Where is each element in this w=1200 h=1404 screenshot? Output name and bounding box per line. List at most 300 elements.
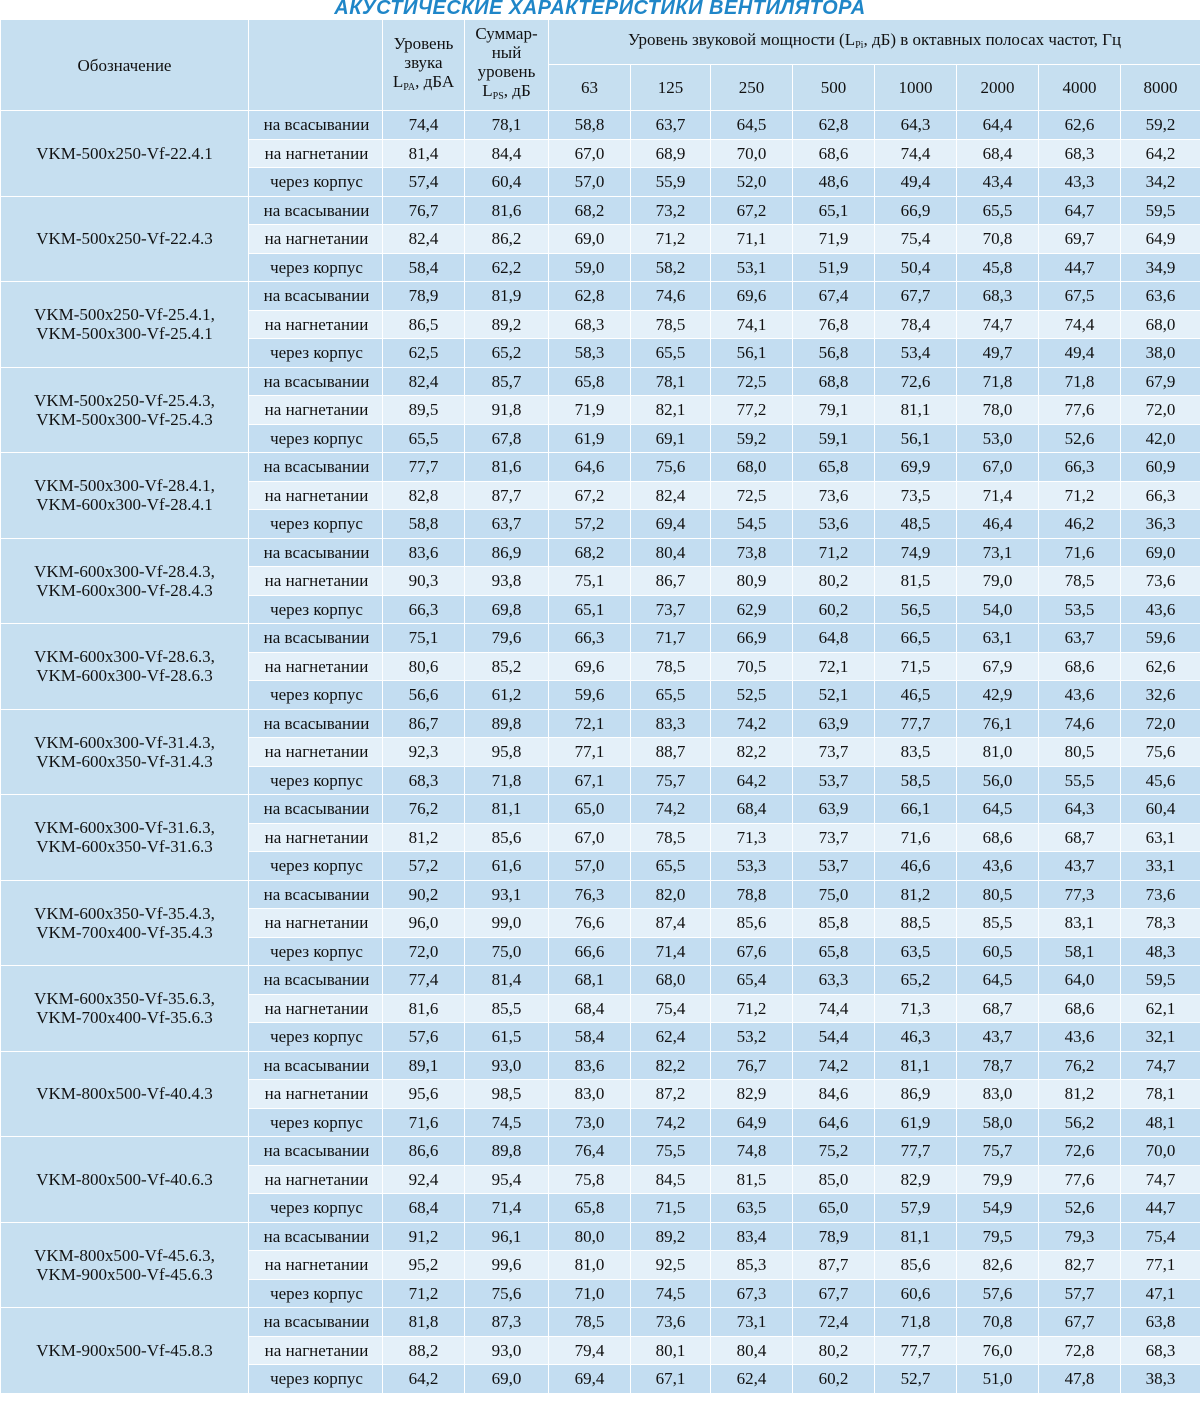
value-cell: 76,6 <box>549 909 631 938</box>
value-cell: 86,9 <box>875 1080 957 1109</box>
value-cell: 64,3 <box>1039 795 1121 824</box>
value-cell: 64,4 <box>957 111 1039 140</box>
value-cell: 68,4 <box>711 795 793 824</box>
value-cell: 63,5 <box>711 1194 793 1223</box>
value-cell: 71,7 <box>631 624 711 653</box>
value-cell: 63,9 <box>793 795 875 824</box>
designation-cell: VKM-500x250-Vf-25.4.1, VKM-500x300-Vf-25.4.1 <box>1 282 249 368</box>
value-cell: 67,8 <box>465 424 549 453</box>
value-cell: 64,6 <box>793 1108 875 1137</box>
value-cell: 80,5 <box>1039 738 1121 767</box>
value-cell: 81,1 <box>875 1222 957 1251</box>
value-cell: 95,2 <box>383 1251 465 1280</box>
value-cell: 75,0 <box>465 937 549 966</box>
value-cell: 79,1 <box>793 396 875 425</box>
value-cell: 79,3 <box>1039 1222 1121 1251</box>
value-cell: 58,3 <box>549 339 631 368</box>
value-cell: 86,9 <box>465 538 549 567</box>
value-cell: 43,6 <box>1039 681 1121 710</box>
value-cell: 99,6 <box>465 1251 549 1280</box>
designation-cell: VKM-600x300-Vf-28.6.3, VKM-600x300-Vf-28.6.3 <box>1 624 249 710</box>
mode-cell: на нагнетании <box>249 567 383 596</box>
value-cell: 74,8 <box>711 1137 793 1166</box>
value-cell: 68,2 <box>549 196 631 225</box>
value-cell: 77,6 <box>1039 396 1121 425</box>
value-cell: 84,6 <box>793 1080 875 1109</box>
value-cell: 61,5 <box>465 1023 549 1052</box>
value-cell: 57,4 <box>383 168 465 197</box>
value-cell: 71,5 <box>875 652 957 681</box>
value-cell: 58,8 <box>383 510 465 539</box>
value-cell: 68,6 <box>1039 994 1121 1023</box>
value-cell: 71,2 <box>1039 481 1121 510</box>
value-cell: 82,8 <box>383 481 465 510</box>
value-cell: 64,2 <box>1121 139 1200 168</box>
value-cell: 71,9 <box>793 225 875 254</box>
value-cell: 58,8 <box>549 111 631 140</box>
value-cell: 80,2 <box>793 1336 875 1365</box>
value-cell: 73,6 <box>631 1308 711 1337</box>
value-cell: 69,0 <box>1121 538 1200 567</box>
value-cell: 73,5 <box>875 481 957 510</box>
value-cell: 78,1 <box>631 367 711 396</box>
value-cell: 74,6 <box>1039 709 1121 738</box>
value-cell: 78,8 <box>711 880 793 909</box>
value-cell: 66,9 <box>711 624 793 653</box>
value-cell: 68,1 <box>549 966 631 995</box>
value-cell: 69,4 <box>549 1365 631 1394</box>
value-cell: 73,6 <box>1121 880 1200 909</box>
table-row <box>1 1051 1200 1080</box>
value-cell: 69,0 <box>465 1365 549 1394</box>
value-cell: 81,2 <box>383 823 465 852</box>
value-cell: 71,8 <box>875 1308 957 1337</box>
mode-cell: на нагнетании <box>249 652 383 681</box>
mode-cell: через корпус <box>249 510 383 539</box>
value-cell: 54,9 <box>957 1194 1039 1223</box>
value-cell: 63,1 <box>957 624 1039 653</box>
value-cell: 95,8 <box>465 738 549 767</box>
mode-cell: через корпус <box>249 1194 383 1223</box>
value-cell: 81,6 <box>465 196 549 225</box>
value-cell: 68,3 <box>383 766 465 795</box>
table-row <box>1 453 1200 482</box>
value-cell: 52,5 <box>711 681 793 710</box>
value-cell: 86,5 <box>383 310 465 339</box>
value-cell: 78,9 <box>793 1222 875 1251</box>
value-cell: 48,1 <box>1121 1108 1200 1137</box>
value-cell: 59,2 <box>711 424 793 453</box>
mode-cell: на всасывании <box>249 367 383 396</box>
value-cell: 62,9 <box>711 595 793 624</box>
mode-cell: через корпус <box>249 937 383 966</box>
value-cell: 79,5 <box>957 1222 1039 1251</box>
value-cell: 66,6 <box>549 937 631 966</box>
value-cell: 85,7 <box>465 367 549 396</box>
value-cell: 64,9 <box>711 1108 793 1137</box>
value-cell: 67,0 <box>957 453 1039 482</box>
value-cell: 95,6 <box>383 1080 465 1109</box>
value-cell: 63,5 <box>875 937 957 966</box>
value-cell: 58,1 <box>1039 937 1121 966</box>
value-cell: 75,7 <box>957 1137 1039 1166</box>
value-cell: 46,6 <box>875 852 957 881</box>
mode-cell: на нагнетании <box>249 1251 383 1280</box>
value-cell: 57,6 <box>957 1279 1039 1308</box>
value-cell: 71,8 <box>1039 367 1121 396</box>
value-cell: 73,8 <box>711 538 793 567</box>
value-cell: 89,2 <box>631 1222 711 1251</box>
value-cell: 81,5 <box>711 1165 793 1194</box>
value-cell: 48,5 <box>875 510 957 539</box>
value-cell: 65,8 <box>793 937 875 966</box>
value-cell: 73,1 <box>957 538 1039 567</box>
value-cell: 66,3 <box>549 624 631 653</box>
value-cell: 56,6 <box>383 681 465 710</box>
value-cell: 75,6 <box>1121 738 1200 767</box>
value-cell: 64,7 <box>1039 196 1121 225</box>
value-cell: 75,6 <box>465 1279 549 1308</box>
value-cell: 60,2 <box>793 595 875 624</box>
value-cell: 57,7 <box>1039 1279 1121 1308</box>
value-cell: 55,5 <box>1039 766 1121 795</box>
value-cell: 51,0 <box>957 1365 1039 1394</box>
value-cell: 59,6 <box>1121 624 1200 653</box>
mode-cell: через корпус <box>249 1279 383 1308</box>
table-row <box>1 880 1200 909</box>
value-cell: 85,6 <box>711 909 793 938</box>
value-cell: 64,5 <box>957 966 1039 995</box>
value-cell: 81,4 <box>465 966 549 995</box>
value-cell: 62,6 <box>1121 652 1200 681</box>
freq-header: 63 <box>549 65 631 111</box>
value-cell: 76,4 <box>549 1137 631 1166</box>
value-cell: 71,2 <box>711 994 793 1023</box>
octave-header: Уровень звуковой мощности ($L_{Pi}$, дБ) в октавных полосах частот, Гц <box>549 20 1200 65</box>
value-cell: 61,9 <box>875 1108 957 1137</box>
value-cell: 74,7 <box>1121 1165 1200 1194</box>
value-cell: 33,1 <box>1121 852 1200 881</box>
value-cell: 74,4 <box>875 139 957 168</box>
value-cell: 52,0 <box>711 168 793 197</box>
value-cell: 61,9 <box>549 424 631 453</box>
value-cell: 57,0 <box>549 168 631 197</box>
value-cell: 62,4 <box>631 1023 711 1052</box>
value-cell: 66,3 <box>1121 481 1200 510</box>
value-cell: 53,5 <box>1039 595 1121 624</box>
value-cell: 81,1 <box>875 1051 957 1080</box>
value-cell: 85,6 <box>875 1251 957 1280</box>
value-cell: 74,1 <box>711 310 793 339</box>
value-cell: 64,2 <box>711 766 793 795</box>
value-cell: 82,2 <box>711 738 793 767</box>
mode-cell: на всасывании <box>249 1051 383 1080</box>
value-cell: 68,7 <box>1039 823 1121 852</box>
mode-cell: на нагнетании <box>249 994 383 1023</box>
value-cell: 81,0 <box>549 1251 631 1280</box>
designation-cell: VKM-800x500-Vf-40.6.3 <box>1 1137 249 1223</box>
value-cell: 93,8 <box>465 567 549 596</box>
value-cell: 92,5 <box>631 1251 711 1280</box>
value-cell: 50,4 <box>875 253 957 282</box>
value-cell: 66,9 <box>875 196 957 225</box>
value-cell: 72,5 <box>711 481 793 510</box>
value-cell: 63,7 <box>465 510 549 539</box>
value-cell: 73,6 <box>793 481 875 510</box>
value-cell: 76,3 <box>549 880 631 909</box>
value-cell: 93,1 <box>465 880 549 909</box>
table-row <box>1 709 1200 738</box>
value-cell: 59,5 <box>1121 196 1200 225</box>
value-cell: 67,3 <box>711 1279 793 1308</box>
value-cell: 53,7 <box>793 766 875 795</box>
mode-cell: через корпус <box>249 766 383 795</box>
value-cell: 42,0 <box>1121 424 1200 453</box>
value-cell: 68,0 <box>1121 310 1200 339</box>
value-cell: 68,2 <box>549 538 631 567</box>
value-cell: 68,6 <box>957 823 1039 852</box>
value-cell: 79,0 <box>957 567 1039 596</box>
mode-cell: через корпус <box>249 1023 383 1052</box>
value-cell: 53,1 <box>711 253 793 282</box>
value-cell: 67,6 <box>711 937 793 966</box>
value-cell: 65,0 <box>549 795 631 824</box>
value-cell: 76,8 <box>793 310 875 339</box>
value-cell: 63,7 <box>1039 624 1121 653</box>
value-cell: 73,2 <box>631 196 711 225</box>
value-cell: 77,3 <box>1039 880 1121 909</box>
value-cell: 68,6 <box>793 139 875 168</box>
mode-cell: на всасывании <box>249 966 383 995</box>
value-cell: 69,6 <box>711 282 793 311</box>
value-cell: 46,5 <box>875 681 957 710</box>
value-cell: 77,6 <box>1039 1165 1121 1194</box>
value-cell: 58,4 <box>383 253 465 282</box>
value-cell: 63,3 <box>793 966 875 995</box>
value-cell: 65,1 <box>549 595 631 624</box>
value-cell: 64,9 <box>1121 225 1200 254</box>
value-cell: 71,3 <box>711 823 793 852</box>
value-cell: 68,3 <box>1121 1336 1200 1365</box>
mode-cell: через корпус <box>249 424 383 453</box>
value-cell: 56,5 <box>875 595 957 624</box>
value-cell: 86,7 <box>631 567 711 596</box>
value-cell: 53,7 <box>793 852 875 881</box>
value-cell: 82,2 <box>631 1051 711 1080</box>
value-cell: 71,4 <box>957 481 1039 510</box>
mode-cell: на нагнетании <box>249 738 383 767</box>
value-cell: 47,1 <box>1121 1279 1200 1308</box>
value-cell: 89,5 <box>383 396 465 425</box>
value-cell: 77,2 <box>711 396 793 425</box>
value-cell: 65,5 <box>957 196 1039 225</box>
mode-cell: через корпус <box>249 852 383 881</box>
value-cell: 85,0 <box>793 1165 875 1194</box>
value-cell: 49,7 <box>957 339 1039 368</box>
value-cell: 68,6 <box>1039 652 1121 681</box>
value-cell: 72,4 <box>793 1308 875 1337</box>
value-cell: 60,4 <box>465 168 549 197</box>
value-cell: 65,2 <box>465 339 549 368</box>
value-cell: 71,2 <box>793 538 875 567</box>
mode-cell: на всасывании <box>249 880 383 909</box>
value-cell: 74,2 <box>793 1051 875 1080</box>
value-cell: 32,6 <box>1121 681 1200 710</box>
mode-cell: на всасывании <box>249 624 383 653</box>
mode-cell: на всасывании <box>249 538 383 567</box>
value-cell: 79,6 <box>465 624 549 653</box>
designation-cell: VKM-500x300-Vf-28.4.1, VKM-600x300-Vf-28.4.1 <box>1 453 249 539</box>
value-cell: 80,4 <box>631 538 711 567</box>
mode-cell: на нагнетании <box>249 310 383 339</box>
value-cell: 43,7 <box>957 1023 1039 1052</box>
value-cell: 65,0 <box>793 1194 875 1223</box>
value-cell: 64,8 <box>793 624 875 653</box>
value-cell: 78,3 <box>1121 909 1200 938</box>
table-row <box>1 966 1200 995</box>
value-cell: 76,2 <box>1039 1051 1121 1080</box>
value-cell: 80,1 <box>631 1336 711 1365</box>
value-cell: 54,4 <box>793 1023 875 1052</box>
mode-cell: на нагнетании <box>249 139 383 168</box>
mode-cell: на нагнетании <box>249 481 383 510</box>
designation-cell: VKM-900x500-Vf-45.8.3 <box>1 1308 249 1394</box>
mode-cell: на нагнетании <box>249 225 383 254</box>
value-cell: 83,0 <box>957 1080 1039 1109</box>
value-cell: 89,8 <box>465 1137 549 1166</box>
value-cell: 69,9 <box>875 453 957 482</box>
value-cell: 68,4 <box>383 1194 465 1223</box>
value-cell: 43,3 <box>1039 168 1121 197</box>
value-cell: 66,3 <box>383 595 465 624</box>
value-cell: 70,0 <box>1121 1137 1200 1166</box>
value-cell: 83,4 <box>711 1222 793 1251</box>
value-cell: 86,6 <box>383 1137 465 1166</box>
value-cell: 71,6 <box>875 823 957 852</box>
value-cell: 64,5 <box>957 795 1039 824</box>
value-cell: 67,0 <box>549 823 631 852</box>
value-cell: 87,3 <box>465 1308 549 1337</box>
table-row <box>1 795 1200 824</box>
value-cell: 84,5 <box>631 1165 711 1194</box>
value-cell: 56,1 <box>711 339 793 368</box>
value-cell: 93,0 <box>465 1336 549 1365</box>
designation-cell: VKM-600x350-Vf-35.4.3, VKM-700x400-Vf-35.4.3 <box>1 880 249 966</box>
value-cell: 87,4 <box>631 909 711 938</box>
value-cell: 43,4 <box>957 168 1039 197</box>
table-row <box>1 367 1200 396</box>
value-cell: 51,9 <box>793 253 875 282</box>
value-cell: 76,7 <box>711 1051 793 1080</box>
value-cell: 65,8 <box>549 367 631 396</box>
value-cell: 75,1 <box>383 624 465 653</box>
value-cell: 57,9 <box>875 1194 957 1223</box>
value-cell: 84,4 <box>465 139 549 168</box>
freq-header: 2000 <box>957 65 1039 111</box>
value-cell: 77,7 <box>383 453 465 482</box>
value-cell: 52,1 <box>793 681 875 710</box>
value-cell: 81,2 <box>875 880 957 909</box>
value-cell: 58,5 <box>875 766 957 795</box>
freq-header: 4000 <box>1039 65 1121 111</box>
designation-cell: VKM-500x250-Vf-25.4.3, VKM-500x300-Vf-25.4.3 <box>1 367 249 453</box>
value-cell: 72,1 <box>549 709 631 738</box>
value-cell: 73,7 <box>631 595 711 624</box>
value-cell: 81,5 <box>875 567 957 596</box>
value-cell: 57,2 <box>549 510 631 539</box>
value-cell: 65,8 <box>549 1194 631 1223</box>
value-cell: 73,7 <box>793 823 875 852</box>
value-cell: 43,7 <box>1039 852 1121 881</box>
value-cell: 63,8 <box>1121 1308 1200 1337</box>
value-cell: 62,1 <box>1121 994 1200 1023</box>
value-cell: 66,1 <box>875 795 957 824</box>
mode-cell: на нагнетании <box>249 1336 383 1365</box>
value-cell: 47,8 <box>1039 1365 1121 1394</box>
value-cell: 59,1 <box>793 424 875 453</box>
value-cell: 52,7 <box>875 1365 957 1394</box>
designation-cell: VKM-600x300-Vf-31.6.3, VKM-600x350-Vf-31.6.3 <box>1 795 249 881</box>
value-cell: 44,7 <box>1121 1194 1200 1223</box>
value-cell: 74,4 <box>793 994 875 1023</box>
value-cell: 68,0 <box>631 966 711 995</box>
value-cell: 81,9 <box>465 282 549 311</box>
value-cell: 77,7 <box>875 709 957 738</box>
value-cell: 61,6 <box>465 852 549 881</box>
value-cell: 42,9 <box>957 681 1039 710</box>
value-cell: 73,6 <box>1121 567 1200 596</box>
value-cell: 71,4 <box>465 1194 549 1223</box>
value-cell: 85,3 <box>711 1251 793 1280</box>
value-cell: 74,5 <box>631 1279 711 1308</box>
value-cell: 81,6 <box>465 453 549 482</box>
value-cell: 45,8 <box>957 253 1039 282</box>
value-cell: 93,0 <box>465 1051 549 1080</box>
value-cell: 36,3 <box>1121 510 1200 539</box>
value-cell: 73,7 <box>793 738 875 767</box>
value-cell: 43,6 <box>1039 1023 1121 1052</box>
value-cell: 67,4 <box>793 282 875 311</box>
table-row <box>1 1308 1200 1337</box>
mode-cell: через корпус <box>249 339 383 368</box>
value-cell: 77,7 <box>875 1137 957 1166</box>
value-cell: 67,7 <box>1039 1308 1121 1337</box>
value-cell: 46,2 <box>1039 510 1121 539</box>
value-cell: 49,4 <box>875 168 957 197</box>
value-cell: 67,2 <box>549 481 631 510</box>
value-cell: 85,2 <box>465 652 549 681</box>
mode-cell: через корпус <box>249 253 383 282</box>
value-cell: 69,7 <box>1039 225 1121 254</box>
value-cell: 79,9 <box>957 1165 1039 1194</box>
value-cell: 68,0 <box>711 453 793 482</box>
value-cell: 95,4 <box>465 1165 549 1194</box>
value-cell: 78,5 <box>631 823 711 852</box>
value-cell: 82,6 <box>957 1251 1039 1280</box>
value-cell: 85,5 <box>465 994 549 1023</box>
value-cell: 80,4 <box>711 1336 793 1365</box>
value-cell: 60,2 <box>793 1365 875 1394</box>
value-cell: 71,2 <box>631 225 711 254</box>
value-cell: 53,2 <box>711 1023 793 1052</box>
value-cell: 46,3 <box>875 1023 957 1052</box>
value-cell: 82,9 <box>875 1165 957 1194</box>
value-cell: 81,0 <box>957 738 1039 767</box>
value-cell: 67,9 <box>957 652 1039 681</box>
value-cell: 56,8 <box>793 339 875 368</box>
value-cell: 56,2 <box>1039 1108 1121 1137</box>
value-cell: 48,6 <box>793 168 875 197</box>
